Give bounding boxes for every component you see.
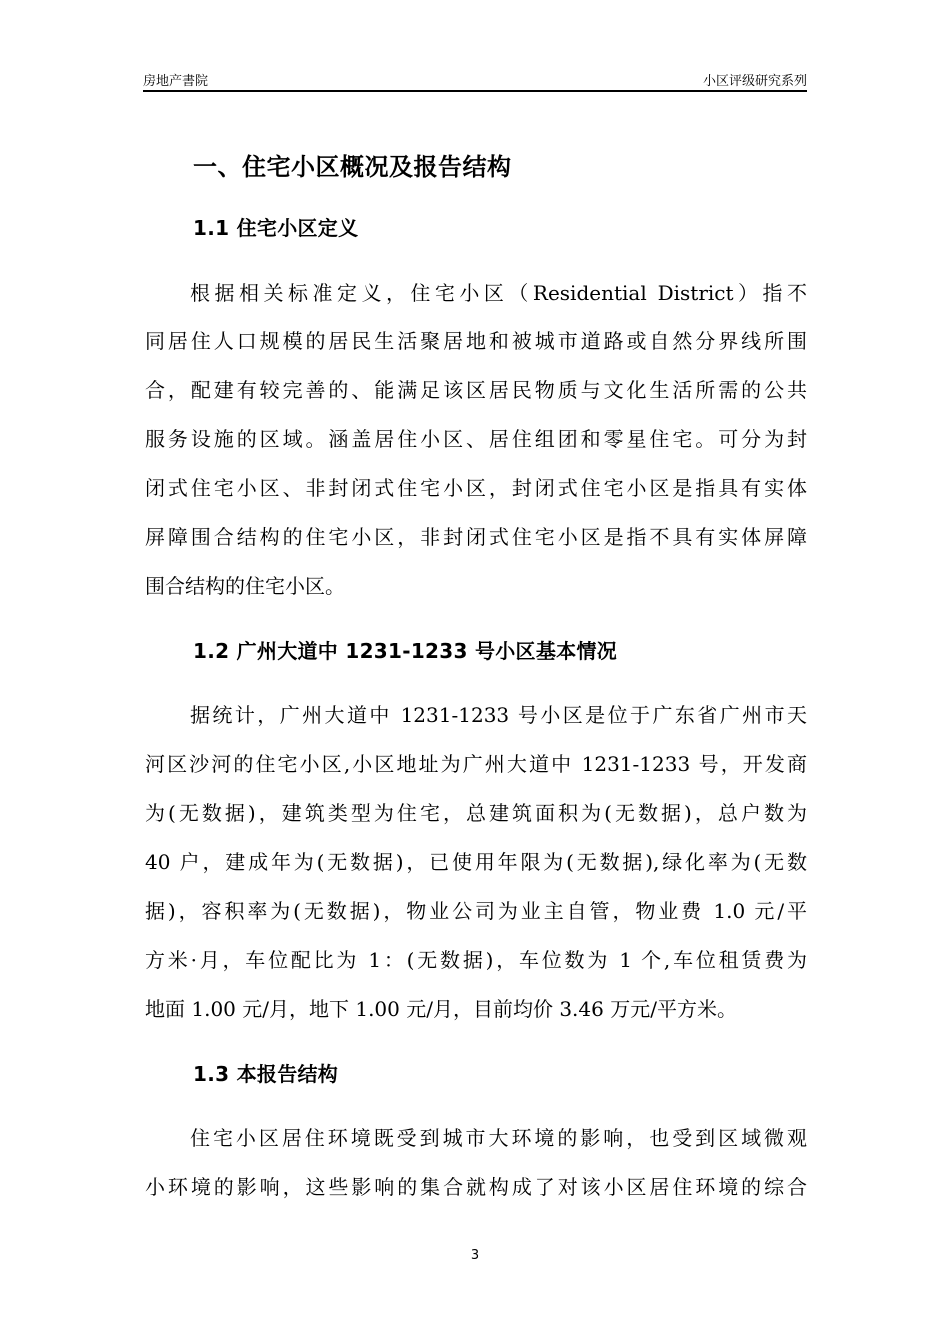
paragraph-line: 住宅小区居住环境既受到城市大环境的影响，也受到区域微观 — [190, 1126, 807, 1150]
paragraph-line: 地面 1.00 元/月，地下 1.00 元/月，目前均价 3.46 万元/平方米。 — [145, 997, 737, 1021]
header-series: 小区评级研究系列 — [702, 74, 807, 89]
paragraph-line: 据统计，广州大道中 1231-1233 号小区是位于广东省广州市天 — [190, 703, 807, 727]
paragraph-line: 40 户，建成年为(无数据)，已使用年限为(无数据),绿化率为(无数 — [145, 850, 807, 874]
paragraph-line: 合，配建有较完善的、能满足该区居民物质与文化生活所需的公共 — [145, 378, 807, 402]
paragraph-line: 河区沙河的住宅小区,小区地址为广州大道中 1231-1233 号，开发商 — [145, 752, 807, 776]
chapter-title: 一、住宅小区概况及报告结构 — [193, 153, 512, 181]
paragraph-line: 闭式住宅小区、非封闭式住宅小区，封闭式住宅小区是指具有实体 — [145, 476, 807, 500]
paragraph-line: 同居住人口规模的居民生活聚居地和被城市道路或自然分界线所围 — [145, 329, 807, 353]
header-divider — [143, 90, 807, 92]
paragraph-line: 围合结构的住宅小区。 — [145, 574, 345, 598]
paragraph-line: 小环境的影响，这些影响的集合就构成了对该小区居住环境的综合 — [145, 1175, 807, 1199]
section-heading-1-2: 1.2 广州大道中 1231-1233 号小区基本情况 — [193, 639, 618, 663]
paragraph-line: 方米·月，车位配比为 1：(无数据)，车位数为 1 个,车位租赁费为 — [145, 948, 807, 972]
paragraph-line: 据)，容积率为(无数据)，物业公司为业主自管，物业费 1.0 元/平 — [145, 899, 807, 923]
paragraph-line: 为(无数据)，建筑类型为住宅，总建筑面积为(无数据)，总户数为 — [145, 801, 807, 825]
section-heading-1-1: 1.1 住宅小区定义 — [193, 216, 359, 240]
section-heading-1-3: 1.3 本报告结构 — [193, 1062, 339, 1086]
header-publisher: 房地产書院 — [143, 74, 209, 89]
paragraph-line: 根据相关标准定义，住宅小区（Residential District）指不 — [190, 281, 807, 305]
page-header — [143, 66, 807, 90]
paragraph-line: 服务设施的区域。涵盖居住小区、居住组团和零星住宅。可分为封 — [145, 427, 807, 451]
paragraph-line: 屏障围合结构的住宅小区，非封闭式住宅小区是指不具有实体屏障 — [145, 525, 807, 549]
page-number: 3 — [470, 1248, 480, 1263]
